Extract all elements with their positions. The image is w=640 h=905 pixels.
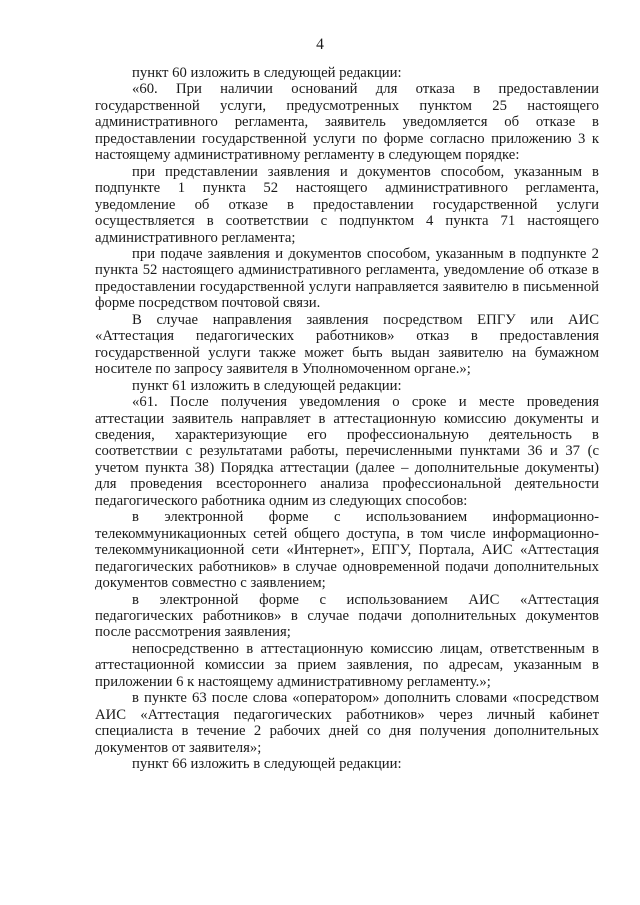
paragraph: в электронной форме с использованием информационно-телекоммуникационных сетей общего доступа, в том числе информационно-телекоммуникационной сети «Интернет», ЕПГУ, Портала, АИС «Аттестация педагогических работников» в случае одновременной подачи дополнительных документов совместно с заявлением; — [95, 509, 599, 592]
paragraph: пункт 66 изложить в следующей редакции: — [132, 756, 402, 773]
paragraph: пункт 60 изложить в следующей редакции: — [132, 65, 402, 81]
paragraph: «61. После получения уведомления о сроке и месте проведения аттестации заявитель направляет в аттестационную комиссию документы и сведения, характеризующие его профессиональную деятельность в соответствии с результатами работы, перечисленными пунктами 36 и 37 (с учетом пункта 38) Порядка аттестации (далее – дополнительные документы) для проведения всестороннего анализа профессиональной деятельности педагогического работника одним из следующих способов: — [95, 394, 599, 509]
paragraph: В случае направления заявления посредством ЕПГУ или АИС «Аттестация педагогических работников» отказ в предоставления государственной услуги также может быть выдан заявителю на бумажном носителе по запросу заявителя в Уполномоченном органе.»; — [95, 311, 599, 378]
paragraph: непосредственно в аттестационную комиссию лицам, ответственным в аттестационной комиссии за прием заявления, по адресам, указанным в приложении 6 к настоящему административному регламенту.»; — [95, 640, 599, 690]
paragraph: в электронной форме с использованием АИС «Аттестация педагогических работников» в случае подачи дополнительных документов после рассмотрения заявления; — [95, 591, 599, 641]
paragraph: при подаче заявления и документов способом, указанным в подпункте 2 пункта 52 настоящего административного регламента, уведомление об отказе в предоставлении государственной услуги направляется заявителю в письменной форме посредством почтовой связи. — [95, 245, 599, 312]
document-body — [95, 65, 599, 772]
page-number: 4 — [316, 36, 324, 53]
paragraph: при представлении заявления и документов способом, указанным в подпункте 1 пункта 52 настоящего административного регламента, уведомление об отказе в предоставлении государственной услуги осуществляется в соответствии с подпунктом 4 пункта 71 настоящего административного регламента; — [95, 163, 599, 246]
paragraph: «60. При наличии оснований для отказа в предоставлении государственной услуги, предусмотренных пунктом 25 настоящего административного регламента, заявитель уведомляется об отказе в предоставлении государственной услуги по форме согласно приложению 3 к настоящему административному регламенту в следующем порядке: — [95, 81, 599, 164]
paragraph: пункт 61 изложить в следующей редакции: — [132, 377, 402, 394]
paragraph: в пункте 63 после слова «оператором» дополнить словами «посредством АИС «Аттестация педагогических работников» через личный кабинет специалиста в течение 2 рабочих дней со дня получения дополнительных документов от заявителя»; — [95, 690, 599, 756]
